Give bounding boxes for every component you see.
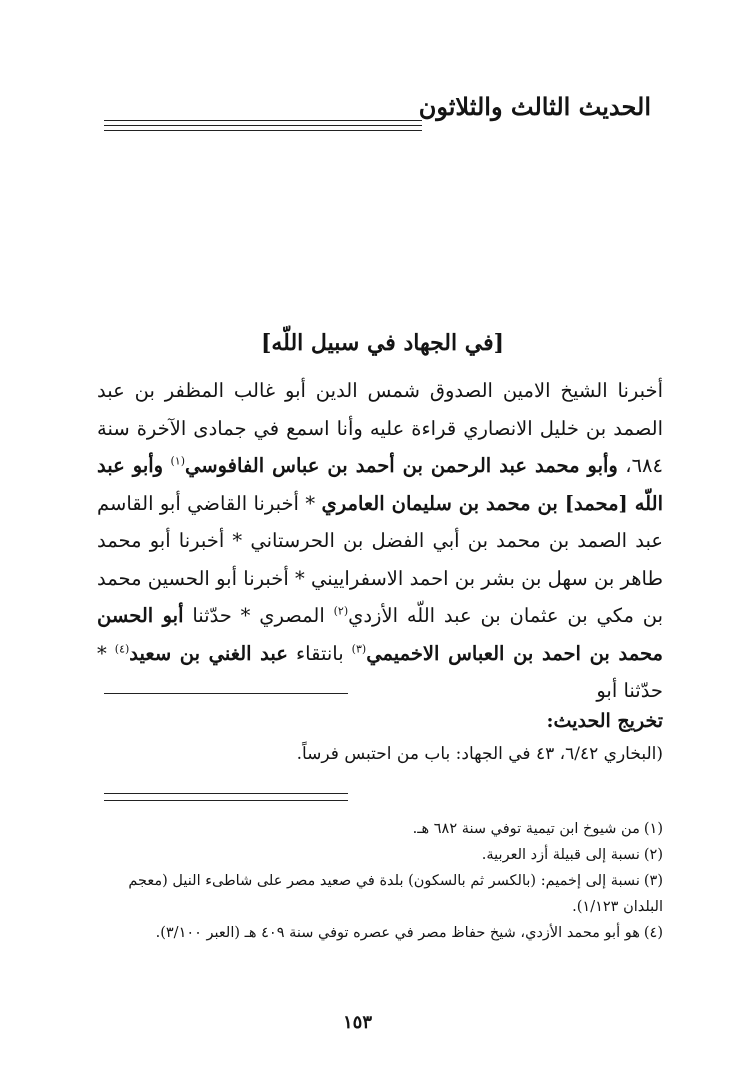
narrator-name-2: اللّه [محمد] بن محمد بن سليمان العامري — [321, 491, 663, 515]
text-divider — [104, 693, 348, 694]
isnad-segment-1: أخبرنا الشيخ الامين الصدوق شمس الدين أبو غالب المظفر بن عبد الصمد بن خليل الانصاري قراءة عليه وأنا اسمع في جمادى الآخرة سنة ٦٨٤، — [97, 379, 663, 477]
footnote-text: نسبة إلى قبيلة أزد العربية. — [481, 847, 640, 863]
footnote-ref-1[interactable]: (١) — [170, 454, 186, 468]
footnote-ref-3[interactable]: (٣) — [351, 642, 367, 655]
footnotes-list — [97, 816, 663, 946]
footnote-2 — [97, 842, 663, 868]
hadith-text — [97, 372, 663, 710]
footnote-ref-4[interactable]: (٤) — [114, 642, 130, 655]
isnad-segment-2: وأبو عبد — [97, 454, 164, 477]
footnote-ref-2[interactable]: (٢) — [333, 604, 349, 618]
isnad-segment-4: المصري * حدّثنا — [192, 604, 325, 627]
narrator-name-3: أبو الحسن محمد بن احمد بن العباس الاخميمي — [97, 604, 664, 665]
footnote-number: (٤) — [643, 925, 663, 941]
section-heading: [في الجهاد في سبيل اللّه] — [260, 330, 505, 356]
narrator-name-4: عبد الغني بن سعيد — [129, 641, 288, 665]
header-rule-middle — [104, 125, 422, 126]
takhrij-title: تخريج الحديث: — [546, 710, 663, 732]
isnad-segment-3: * أخبرنا القاضي أبو القاسم عبد الصمد بن محمد بن أبي الفضل بن الحرستاني * أخبرنا أبو محمد طاهر بن سهل بن بشر بن احمد الاسفراييني * أخبرنا أبو الحسين محمد بن مكي بن عثمان بن عبد اللّه الأزدي — [97, 491, 663, 627]
takhrij-text: (البخاري ٦/٤٢، ٤٣ في الجهاد: باب من احتبس فرساً. — [296, 744, 663, 764]
narrator-name-1: وأبو محمد عبد الرحمن بن أحمد بن عباس الفافوسي — [185, 454, 618, 477]
footnote-3 — [97, 868, 663, 920]
isnad-segment-5: بانتقاء — [295, 641, 344, 665]
footnote-4 — [97, 920, 663, 946]
footnote-number: (١) — [643, 821, 663, 837]
isnad-segment-6: * حدّثنا أبو — [97, 641, 663, 702]
footnote-text: من شيوخ ابن تيمية توفي سنة ٦٨٢ هـ. — [412, 821, 640, 837]
header-rule-top — [104, 120, 422, 121]
header-rule-bottom — [104, 130, 422, 131]
footnote-divider-top — [104, 793, 348, 794]
running-title: الحديث الثالث والثلاثون — [418, 92, 651, 121]
footnote-1 — [97, 816, 663, 842]
footnote-number: (٢) — [643, 847, 663, 863]
footnote-number: (٣) — [643, 873, 663, 889]
footnote-text: نسبة إلى إخميم: (بالكسر ثم بالسكون) بلدة في صعيد مصر على شاطىء النيل (معجم البلدان ١/١٢٣). — [128, 873, 663, 915]
page-number: ١٥٣ — [342, 1012, 372, 1033]
footnote-text: هو أبو محمد الأزدي، شيخ حفاظ مصر في عصره توفي سنة ٤٠٩ هـ (العبر ٣/١٠٠). — [155, 925, 640, 941]
footnote-divider-bottom — [104, 800, 348, 801]
